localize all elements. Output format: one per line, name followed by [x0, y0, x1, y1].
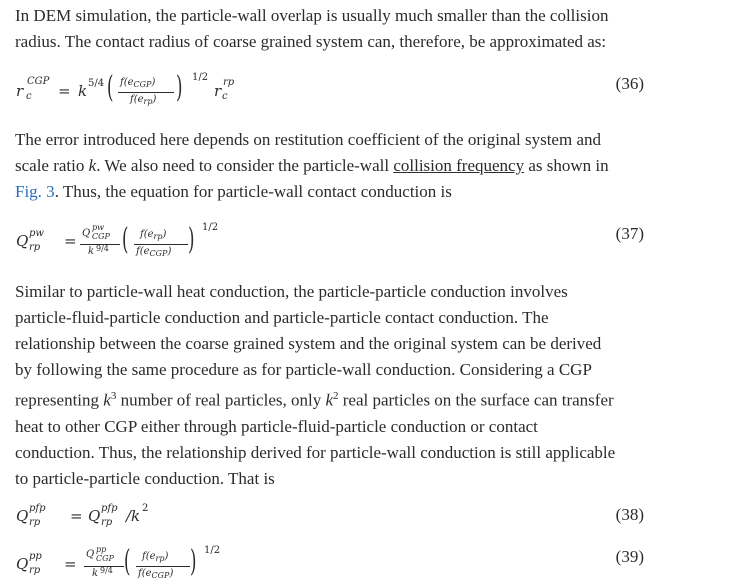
eq39-num-text: f(e — [142, 551, 156, 562]
eq36-rhs-sup: rp — [223, 77, 235, 88]
eq36-rhs-sub: c — [222, 91, 228, 102]
eq37-f1-num: Q — [82, 228, 91, 239]
eq37-f1-num-sub: CGP — [92, 232, 110, 241]
eq39-f1-den: k — [92, 568, 99, 579]
paragraph-3 — [15, 279, 715, 492]
text-fragment: k — [103, 390, 111, 410]
eq38-lhs-sub: rp — [29, 517, 41, 528]
eq37-power: 1/2 — [202, 222, 219, 233]
eq36-k-sup: 5/4 — [88, 78, 105, 89]
eq37-equals: = — [64, 232, 77, 250]
eq37-lhs-sub: rp — [29, 242, 41, 253]
text-line: The error introduced here depends on restitution coefficient of the original system and — [15, 130, 601, 149]
eq39-left-paren: ( — [124, 544, 131, 579]
eq36-den-sub: rp — [143, 97, 153, 106]
eq39-numerator — [142, 551, 168, 563]
text-fragment: real particles on the surface can transfer — [338, 390, 614, 410]
eq39-den-sub: CGP — [151, 571, 170, 580]
eq37-left-paren: ( — [122, 222, 129, 257]
equation-36 — [14, 72, 714, 112]
eq39-lhs: Q — [16, 555, 29, 573]
text-line: relationship between the coarse grained system and the original system can be derived — [15, 334, 602, 353]
eq39-equals: = — [64, 555, 77, 573]
text-line: Similar to particle-wall heat conduction, the particle-particle conduction involves — [15, 282, 568, 301]
eq37-den-close: ) — [167, 246, 172, 257]
text-fragment: . Thus, the equation for particle-wall contact conduction is — [54, 182, 452, 201]
eq36-equals: = — [58, 82, 71, 100]
text-line: conduction. Thus, the relationship derived for particle-wall conduction is still applicable — [15, 442, 616, 462]
eq37-num-close: ) — [162, 229, 167, 240]
eq36-power: 1/2 — [192, 72, 209, 83]
eq37-den-text: f(e — [136, 246, 150, 257]
eq39-lhs-sub: rp — [29, 565, 41, 576]
eq36-den-close: ) — [152, 94, 157, 105]
eq39-f1-num-sub: CGP — [96, 554, 114, 563]
eq37-number: (37) — [615, 224, 644, 243]
eq37-fraction-bar — [134, 244, 188, 245]
eq37-right-paren: ) — [188, 222, 195, 257]
paragraph-2 — [15, 127, 715, 205]
eq37-den-sub: CGP — [149, 249, 168, 258]
text-fragment: scale ratio — [15, 156, 89, 175]
eq39-power: 1/2 — [204, 545, 221, 556]
eq37-lhs-sup: pw — [29, 228, 44, 239]
eq39-lhs-sup: pp — [29, 551, 42, 562]
eq36-lhs-sub: c — [26, 91, 32, 102]
eq37-numerator — [140, 229, 166, 241]
equation-37 — [14, 222, 714, 262]
eq39-number: (39) — [615, 547, 644, 566]
eq37-lhs: Q — [16, 232, 29, 250]
eq39-den-close: ) — [169, 568, 174, 579]
eq38-divisor: /k — [126, 507, 141, 525]
text-fragment: 3 — [110, 390, 117, 402]
eq36-numerator — [120, 77, 155, 89]
eq36-lhs: r — [16, 82, 24, 100]
text-line — [15, 383, 715, 414]
text-line: by following the same procedure as for particle-wall conduction. Considering a CGP — [15, 360, 592, 379]
text-line: radius. The contact radius of coarse grained system can, therefore, be approximated as: — [15, 32, 607, 51]
eq39-denominator — [138, 568, 173, 580]
text-line — [15, 179, 715, 205]
eq36-k: k — [78, 82, 88, 100]
eq36-denominator — [130, 94, 156, 106]
text-fragment: k — [88, 156, 97, 175]
eq36-num-sub: CGP — [133, 80, 152, 89]
text-line: to particle-particle conduction. That is — [15, 468, 275, 488]
eq36-number: (36) — [615, 74, 644, 93]
eq37-num-sub: rp — [153, 232, 163, 241]
eq39-num-close: ) — [164, 551, 169, 562]
eq39-f1-num-sup: pp — [96, 545, 107, 554]
eq39-den-text: f(e — [138, 568, 152, 579]
eq36-left-paren: ( — [107, 70, 114, 105]
eq37-f1-num-sup: pw — [92, 223, 104, 232]
eq37-f1-den-sup: 9/4 — [96, 244, 109, 253]
eq39-num-sub: rp — [155, 554, 165, 563]
equation-39 — [14, 545, 714, 585]
text-fragment: . We also need to consider the particle-wall — [96, 156, 394, 175]
eq39-f1-num: Q — [86, 549, 95, 560]
eq37-num-text: f(e — [140, 229, 154, 240]
eq36-den-text: f(e — [130, 94, 144, 105]
collision-frequency-link[interactable]: collision frequency — [393, 156, 525, 175]
fig-3-link[interactable]: Fig. 3 — [15, 182, 55, 201]
eq36-num-text: f(e — [120, 77, 134, 88]
eq36-right-paren: ) — [176, 70, 183, 105]
eq38-lhs: Q — [16, 507, 29, 525]
text-fragment: number of real particles, only — [116, 390, 326, 410]
text-line: particle-fluid-particle conduction and particle-particle contact conduction. The — [15, 308, 549, 327]
eq39-fraction-bar — [136, 566, 190, 567]
eq38-lhs-sup: pfp — [29, 503, 46, 514]
eq36-num-close: ) — [151, 77, 156, 88]
eq37-f1-den: k — [88, 246, 95, 257]
eq39-right-paren: ) — [190, 544, 197, 579]
equation-38 — [14, 502, 714, 542]
eq37-denominator — [136, 246, 171, 258]
eq36-rhs: r — [214, 82, 222, 100]
eq38-rhs-sub: rp — [101, 517, 113, 528]
eq36-fraction-bar — [118, 92, 174, 93]
eq38-number: (38) — [615, 505, 644, 524]
text-fragment: k — [325, 390, 333, 410]
text-fragment: as shown in — [524, 156, 609, 175]
eq38-equals: = — [70, 507, 83, 525]
text-line: In DEM simulation, the particle-wall overlap is usually much smaller than the collision — [15, 6, 609, 25]
text-line — [15, 153, 715, 179]
eq36-lhs-sup: CGP — [27, 76, 50, 87]
eq39-f1-den-sup: 9/4 — [100, 566, 113, 575]
eq38-rhs-sup: pfp — [101, 503, 118, 514]
paragraph-1 — [15, 3, 715, 55]
text-fragment: 2 — [333, 390, 339, 402]
text-line: heat to other CGP either through particle-fluid-particle conduction or contact — [15, 416, 538, 436]
eq38-rhs: Q — [88, 507, 101, 525]
eq38-divisor-sup: 2 — [142, 503, 149, 514]
text-fragment: representing — [15, 390, 104, 410]
